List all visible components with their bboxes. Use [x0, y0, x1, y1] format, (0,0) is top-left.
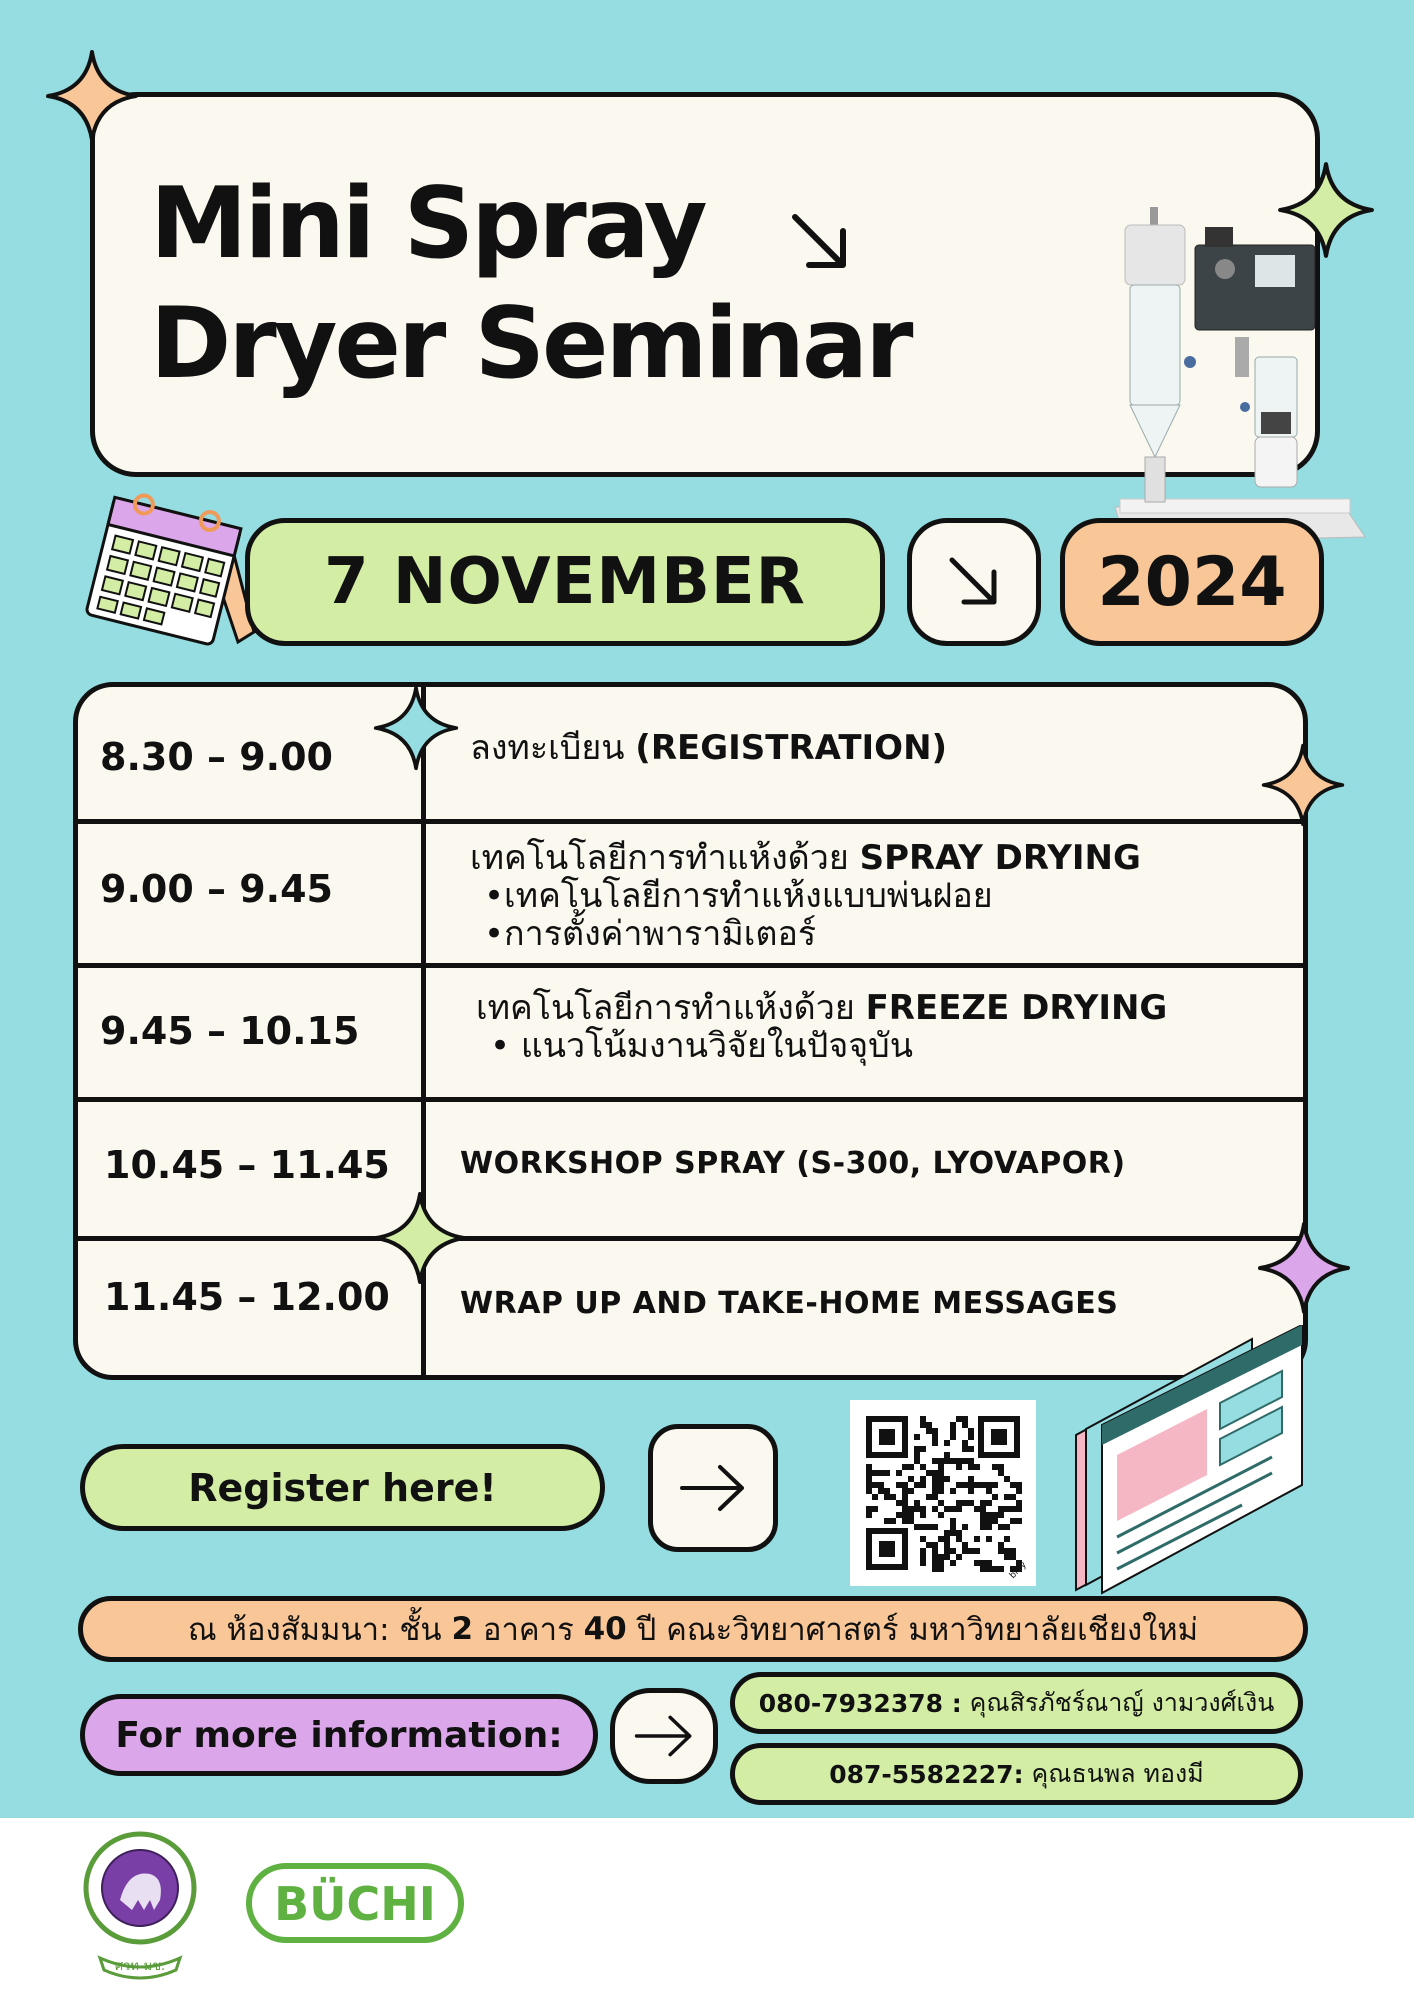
venue-prefix: ณ ห้องสัมมนา:: [187, 1612, 390, 1648]
qr-module: [992, 1494, 998, 1500]
qr-module: [866, 1488, 872, 1494]
title-line-2: Dryer Seminar: [150, 287, 911, 401]
venue-floor-label: ชั้น: [399, 1612, 442, 1648]
session-title-english: SPRAY DRYING: [859, 838, 1141, 878]
qr-module: [998, 1542, 1004, 1548]
qr-module: [938, 1464, 944, 1470]
qr-module: [914, 1452, 920, 1458]
qr-module: [866, 1506, 872, 1512]
contact-phone: 080-7932378 :: [758, 1688, 962, 1718]
qr-module: [884, 1494, 890, 1500]
qr-module: [974, 1548, 980, 1554]
contact-name: คุณธนพล ทองมี: [1031, 1759, 1204, 1788]
contact-2: [730, 1743, 1303, 1805]
qr-module: [956, 1482, 962, 1488]
qr-module: [1004, 1536, 1010, 1542]
qr-module: [974, 1482, 980, 1488]
qr-module: [890, 1494, 896, 1500]
qr-module: [956, 1458, 962, 1464]
qr-module: [956, 1530, 962, 1536]
qr-module: [902, 1518, 908, 1524]
qr-module: [986, 1488, 992, 1494]
qr-module: [884, 1488, 890, 1494]
qr-module: [974, 1560, 980, 1566]
qr-module: [938, 1458, 944, 1464]
qr-module: [956, 1506, 962, 1512]
qr-module: [932, 1482, 938, 1488]
qr-module: [902, 1500, 908, 1506]
venue-floor: 2: [451, 1611, 474, 1647]
qr-module: [986, 1500, 992, 1506]
session-3-title: [476, 989, 1167, 1065]
qr-module: [1004, 1554, 1010, 1560]
qr-module: [992, 1518, 998, 1524]
qr-module: [968, 1464, 974, 1470]
qr-module: [950, 1548, 956, 1554]
qr-module: [932, 1494, 938, 1500]
sparkle-orange-icon: [1260, 742, 1346, 828]
register-arrow-button[interactable]: [648, 1424, 778, 1552]
qr-module: [932, 1476, 938, 1482]
qr-module: [920, 1524, 926, 1530]
qr-module: [974, 1536, 980, 1542]
qr-module: [1004, 1506, 1010, 1512]
qr-module: [938, 1566, 944, 1572]
qr-module: [962, 1482, 968, 1488]
title-card: [90, 92, 1320, 477]
qr-module: [950, 1530, 956, 1536]
qr-module: [926, 1422, 932, 1428]
qr-module: [908, 1464, 914, 1470]
qr-module: [962, 1458, 968, 1464]
qr-module: [968, 1548, 974, 1554]
qr-module: [938, 1560, 944, 1566]
qr-module: [932, 1488, 938, 1494]
contact-phone: 087-5582227:: [829, 1759, 1024, 1789]
sparkle-purple-icon: [1256, 1220, 1352, 1316]
qr-module: [986, 1566, 992, 1572]
qr-module: [878, 1488, 884, 1494]
qr-module: [950, 1434, 956, 1440]
qr-module: [872, 1494, 878, 1500]
qr-module: [1010, 1518, 1016, 1524]
qr-module: [920, 1464, 926, 1470]
session-2-title: [470, 839, 1141, 953]
qr-module: [992, 1482, 998, 1488]
qr-module: [980, 1512, 986, 1518]
qr-module: [932, 1548, 938, 1554]
register-button[interactable]: Register here!: [80, 1444, 605, 1531]
qr-module: [932, 1560, 938, 1566]
arrow-right-icon: [633, 1713, 695, 1759]
qr-module: [902, 1506, 908, 1512]
qr-module: [980, 1506, 986, 1512]
qr-module: [914, 1482, 920, 1488]
qr-module: [932, 1434, 938, 1440]
qr-module: [908, 1476, 914, 1482]
qr-module: [938, 1482, 944, 1488]
qr-module: [950, 1458, 956, 1464]
row-separator: [78, 1097, 1303, 1102]
qr-module: [872, 1482, 878, 1488]
qr-module: [908, 1518, 914, 1524]
qr-module: [992, 1464, 998, 1470]
qr-module: [962, 1446, 968, 1452]
qr-module: [986, 1518, 992, 1524]
qr-module: [920, 1554, 926, 1560]
date-arrow-box: [907, 518, 1041, 646]
venue-rest: ปี คณะวิทยาศาสตร์ มหาวิทยาลัยเชียงใหม่: [636, 1612, 1199, 1648]
qr-module: [920, 1416, 926, 1422]
qr-module: [902, 1482, 908, 1488]
arrow-down-right-icon: [785, 207, 855, 277]
university-ring-text: ศวท-มช.: [114, 1959, 166, 1974]
qr-module: [992, 1512, 998, 1518]
qr-module: [944, 1440, 950, 1446]
qr-module: [968, 1458, 974, 1464]
qr-code[interactable]: [850, 1400, 1036, 1586]
qr-module: [932, 1428, 938, 1434]
arrow-down-right-icon: [944, 552, 1004, 612]
logo-footer: [0, 1818, 1414, 2000]
web-page-illustration-icon: [1072, 1325, 1312, 1595]
qr-module: [932, 1542, 938, 1548]
qr-module: [962, 1440, 968, 1446]
qr-module: [998, 1548, 1004, 1554]
qr-module: [950, 1428, 956, 1434]
qr-module: [908, 1512, 914, 1518]
qr-module: [950, 1560, 956, 1566]
qr-module: [950, 1524, 956, 1530]
qr-module: [926, 1494, 932, 1500]
qr-module: [1010, 1494, 1016, 1500]
qr-module: [926, 1542, 932, 1548]
buchi-logo-text: BÜCHI: [274, 1877, 436, 1931]
venue-building-label: อาคาร: [482, 1612, 574, 1648]
qr-module: [872, 1470, 878, 1476]
session-bullet: •การตั้งค่าพารามิเตอร์: [484, 914, 817, 954]
qr-module: [938, 1476, 944, 1482]
qr-module: [920, 1482, 926, 1488]
qr-module: [1010, 1506, 1016, 1512]
session-bullet: •เทคโนโลยีการทำแห้งแบบพ่นฝอย: [484, 876, 993, 916]
qr-code-icon: [850, 1400, 1036, 1586]
qr-module: [914, 1446, 920, 1452]
row-separator: [78, 1236, 1303, 1241]
qr-module: [1004, 1494, 1010, 1500]
qr-module: [998, 1512, 1004, 1518]
qr-module: [944, 1476, 950, 1482]
sparkle-teal-icon: [372, 684, 460, 772]
qr-module: [896, 1500, 902, 1506]
qr-module: [908, 1506, 914, 1512]
qr-module: [866, 1476, 872, 1482]
qr-module: [1016, 1506, 1022, 1512]
qr-module: [956, 1500, 962, 1506]
qr-module: [980, 1566, 986, 1572]
date-day-month: 7 NOVEMBER: [245, 518, 885, 646]
qr-module: [932, 1440, 938, 1446]
time-slot-4: 10.45 – 11.45: [104, 1143, 390, 1187]
arrow-right-icon: [678, 1463, 748, 1513]
session-title-thai: เทคโนโลยีการทำแห้งด้วย: [470, 838, 849, 878]
qr-module: [896, 1470, 902, 1476]
qr-module: [1010, 1482, 1016, 1488]
qr-module: [986, 1512, 992, 1518]
qr-module: [920, 1548, 926, 1554]
session-title-english: FREEZE DRYING: [865, 988, 1168, 1028]
contact-1: [730, 1672, 1303, 1734]
qr-module: [1016, 1500, 1022, 1506]
qr-module: [932, 1566, 938, 1572]
more-info-label: For more information:: [80, 1694, 598, 1776]
qr-module: [986, 1536, 992, 1542]
qr-module: [878, 1482, 884, 1488]
qr-module: [944, 1530, 950, 1536]
qr-module: [878, 1470, 884, 1476]
qr-module: [926, 1428, 932, 1434]
qr-module: [872, 1506, 878, 1512]
session-title-english: (REGISTRATION): [635, 728, 948, 768]
qr-module: [950, 1488, 956, 1494]
qr-module: [998, 1464, 1004, 1470]
qr-module: [956, 1554, 962, 1560]
qr-module: [944, 1542, 950, 1548]
qr-module: [998, 1524, 1004, 1530]
qr-module: [968, 1482, 974, 1488]
sparkle-orange-icon: [44, 48, 140, 144]
qr-module: [968, 1434, 974, 1440]
title-line-1: Mini Spray: [150, 167, 705, 281]
session-title-thai: เทคโนโลยีการทำแห้งด้วย: [476, 988, 855, 1028]
qr-module: [896, 1512, 902, 1518]
qr-module: [962, 1524, 968, 1530]
qr-module: [974, 1464, 980, 1470]
qr-module: [980, 1518, 986, 1524]
qr-module: [950, 1518, 956, 1524]
qr-module: [974, 1506, 980, 1512]
venue-building: 40: [583, 1611, 627, 1647]
qr-module: [1010, 1554, 1016, 1560]
qr-module: [920, 1422, 926, 1428]
qr-module: [986, 1524, 992, 1530]
qr-module: [932, 1554, 938, 1560]
qr-module: [884, 1470, 890, 1476]
sparkle-green-icon: [1276, 160, 1376, 260]
qr-module: [944, 1554, 950, 1560]
session-5-title: WRAP UP AND TAKE-HOME MESSAGES: [460, 1286, 1119, 1321]
qr-module: [1004, 1476, 1010, 1482]
session-title-thai: ลงทะเบียน: [470, 728, 625, 768]
qr-module: [944, 1548, 950, 1554]
info-arrow-button[interactable]: [610, 1688, 718, 1784]
qr-module: [938, 1470, 944, 1476]
qr-module: [920, 1506, 926, 1512]
qr-module: [938, 1488, 944, 1494]
qr-module: [968, 1476, 974, 1482]
row-separator: [78, 819, 1303, 824]
qr-module: [962, 1416, 968, 1422]
qr-module: [920, 1512, 926, 1518]
qr-module: [980, 1560, 986, 1566]
qr-module: [920, 1476, 926, 1482]
qr-module: [920, 1536, 926, 1542]
qr-module: [944, 1506, 950, 1512]
qr-module: [866, 1470, 872, 1476]
qr-module: [914, 1500, 920, 1506]
qr-module: [968, 1488, 974, 1494]
qr-module: [998, 1470, 1004, 1476]
time-slot-3: 9.45 – 10.15: [100, 1009, 360, 1053]
qr-module: [902, 1464, 908, 1470]
qr-module: [1016, 1488, 1022, 1494]
qr-module: [920, 1446, 926, 1452]
qr-module: [1004, 1548, 1010, 1554]
qr-module: [866, 1482, 872, 1488]
qr-module: [986, 1560, 992, 1566]
schedule-table: [73, 682, 1308, 1380]
qr-module: [980, 1524, 986, 1530]
qr-module: [998, 1566, 1004, 1572]
qr-module: [902, 1488, 908, 1494]
qr-module: [932, 1524, 938, 1530]
qr-module: [914, 1506, 920, 1512]
session-bullet: • แนวโน้มงานวิจัยในปัจจุบัน: [490, 1026, 913, 1066]
qr-module: [896, 1482, 902, 1488]
qr-module: [968, 1446, 974, 1452]
time-slot-2: 9.00 – 9.45: [100, 867, 333, 911]
qr-module: [920, 1560, 926, 1566]
qr-module: [866, 1512, 872, 1518]
qr-module: [932, 1458, 938, 1464]
qr-module: [986, 1482, 992, 1488]
qr-module: [932, 1506, 938, 1512]
qr-module: [962, 1500, 968, 1506]
qr-module: [956, 1464, 962, 1470]
venue-banner: [78, 1596, 1308, 1662]
qr-module: [914, 1434, 920, 1440]
qr-module: [926, 1470, 932, 1476]
qr-module: [962, 1548, 968, 1554]
qr-module: [866, 1464, 872, 1470]
qr-module: [932, 1470, 938, 1476]
row-separator: [78, 963, 1303, 968]
qr-module: [944, 1452, 950, 1458]
qr-module: [950, 1506, 956, 1512]
buchi-logo: [245, 1862, 465, 1944]
qr-module: [950, 1422, 956, 1428]
qr-module: [980, 1500, 986, 1506]
qr-module: [1010, 1548, 1016, 1554]
time-slot-5: 11.45 – 12.00: [104, 1275, 390, 1319]
qr-module: [998, 1506, 1004, 1512]
qr-module: [944, 1536, 950, 1542]
session-1-title: [470, 729, 947, 767]
sparkle-green-icon: [372, 1190, 468, 1286]
qr-module: [914, 1458, 920, 1464]
qr-module: [956, 1536, 962, 1542]
contact-name: คุณสิรภัชร์ณาญ์ งามวงศ์เงิน: [969, 1688, 1275, 1717]
qr-module: [956, 1416, 962, 1422]
qr-module: [884, 1518, 890, 1524]
qr-module: [938, 1554, 944, 1560]
qr-module: [980, 1482, 986, 1488]
qr-module: [1004, 1524, 1010, 1530]
qr-module: [1016, 1518, 1022, 1524]
qr-module: [890, 1518, 896, 1524]
session-4-title: WORKSHOP SPRAY (S-300, LYOVAPOR): [460, 1146, 1126, 1181]
qr-module: [938, 1536, 944, 1542]
university-logo: [78, 1830, 203, 1980]
qr-module: [914, 1524, 920, 1530]
qr-module: [962, 1542, 968, 1548]
qr-module: [962, 1422, 968, 1428]
qr-module: [902, 1512, 908, 1518]
calendar-icon: [78, 492, 256, 652]
qr-module: [968, 1500, 974, 1506]
qr-module: [926, 1524, 932, 1530]
qr-module: [992, 1566, 998, 1572]
qr-caption: bitly: [1007, 1560, 1029, 1581]
qr-module: [902, 1494, 908, 1500]
qr-module: [1016, 1482, 1022, 1488]
qr-module: [968, 1428, 974, 1434]
date-year: 2024: [1060, 518, 1324, 646]
time-slot-1: 8.30 – 9.00: [100, 735, 333, 779]
qr-module: [944, 1458, 950, 1464]
qr-module: [908, 1488, 914, 1494]
qr-module: [938, 1500, 944, 1506]
qr-module: [938, 1512, 944, 1518]
